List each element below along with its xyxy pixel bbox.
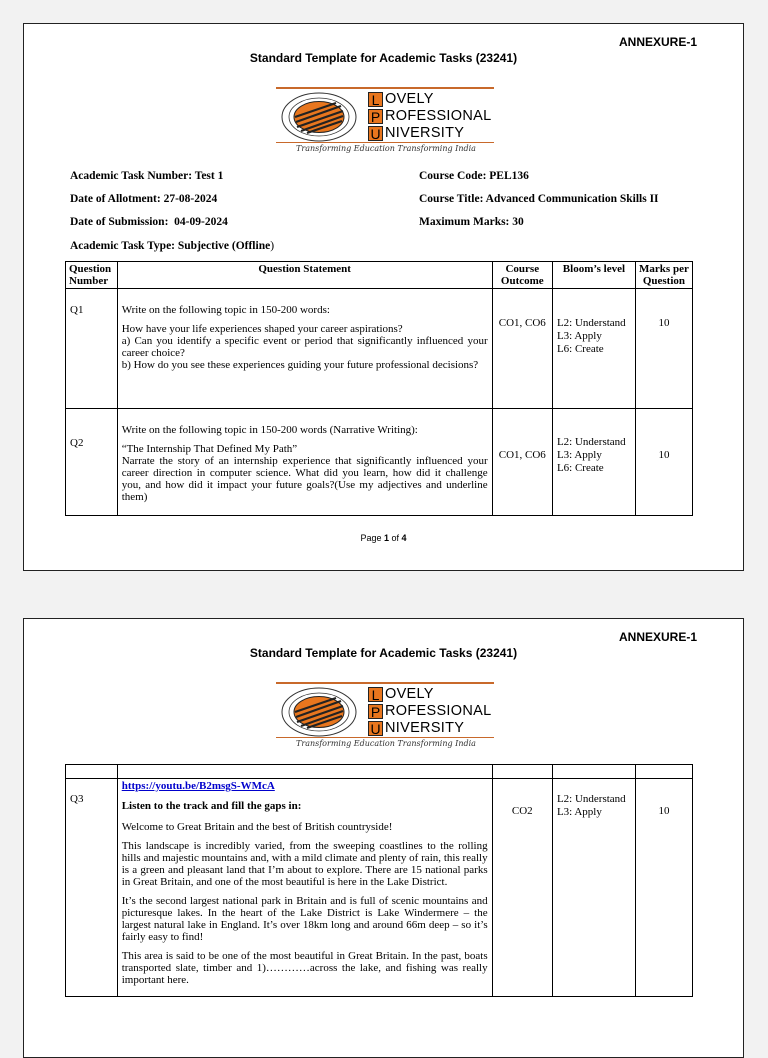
- logo-tagline: Transforming Education Transforming India: [296, 144, 476, 153]
- document-page-1: [23, 23, 744, 571]
- table-header-row: [66, 262, 693, 289]
- question-number: Q1: [66, 289, 118, 409]
- question-table-continued: [65, 764, 693, 997]
- annexure-label: ANNEXURE-1: [618, 35, 697, 49]
- logo-word-niversity: NIVERSITY: [385, 125, 465, 141]
- header-blooms-level: Bloom’s level: [552, 262, 635, 289]
- question-statement: [117, 779, 492, 997]
- annexure-label: ANNEXURE-1: [618, 630, 697, 644]
- page-footer: Page 1 of 4: [360, 533, 407, 543]
- task-number: Academic Task Number: Test 1: [70, 170, 224, 182]
- document-page-2: [23, 618, 744, 1058]
- marks: 10: [635, 409, 692, 516]
- date-of-submission: Date of Submission: 04-09-2024: [70, 216, 228, 228]
- question-number: Q3: [66, 779, 118, 997]
- course-outcome: CO2: [492, 779, 552, 997]
- university-seal-icon: [281, 687, 358, 737]
- table-header-row-blank: [66, 765, 693, 779]
- header-course-outcome: Course Outcome: [492, 262, 552, 289]
- logo-letter-u: U: [368, 721, 383, 736]
- lpu-logo: [276, 84, 496, 160]
- logo-word-ovely: OVELY: [385, 686, 434, 702]
- header-question-statement: Question Statement: [117, 262, 492, 289]
- logo-letter-p: P: [368, 109, 383, 124]
- logo-word-ovely: OVELY: [385, 91, 434, 107]
- logo-word-rofessional: ROFESSIONAL: [385, 108, 492, 124]
- blooms-level: L2: Understand L3: Apply L6: Create: [552, 289, 635, 409]
- instruction: Listen to the track and fill the gaps in:: [121, 800, 302, 812]
- logo-letter-l: L: [368, 687, 383, 702]
- document-title: Standard Template for Academic Tasks (23241): [249, 646, 518, 660]
- course-outcome: CO1, CO6: [492, 409, 552, 516]
- marks: 10: [635, 779, 692, 997]
- header-marks-per-question: Marks per Question: [635, 262, 692, 289]
- logo-tagline: Transforming Education Transforming India: [296, 739, 476, 748]
- logo-letter-l: L: [368, 92, 383, 107]
- document-title: Standard Template for Academic Tasks (23241): [249, 51, 518, 65]
- logo-word-rofessional: ROFESSIONAL: [385, 703, 492, 719]
- table-row: [66, 289, 693, 409]
- logo-letter-p: P: [368, 704, 383, 719]
- question-statement: Write on the following topic in 150-200 words (Narrative Writing): “The Internship That Defined My Path” Narrate the story of an internship experience that significantly influenced your career direction in computer science. What did you learn, how did it challenge you, and how did it impact your future goals?(Use my adjectives and underline them): [117, 409, 492, 516]
- blooms-level: L2: Understand L3: Apply: [552, 779, 635, 997]
- paragraph: It’s the second largest national park in Britain and is full of scenic mountains and picturesque lakes. In the heart of the Lake District is Lake Windermere – the largest natural lake in England. It’s over 18km long and around 66m deep – so it’s fairly easy to find!: [121, 895, 488, 943]
- blooms-level: L2: Understand L3: Apply L6: Create: [552, 409, 635, 516]
- logo-letter-u: U: [368, 126, 383, 141]
- marks: 10: [635, 289, 692, 409]
- paragraph: This area is said to be one of the most beautiful in Great Britain. In the past, boats transported slate, timber and 1)…………across the lake, and fishing was really important here.: [121, 950, 488, 986]
- question-number: Q2: [66, 409, 118, 516]
- table-row: [66, 779, 693, 997]
- course-outcome: CO1, CO6: [492, 289, 552, 409]
- question-table: [65, 261, 693, 516]
- maximum-marks: Maximum Marks: 30: [419, 216, 524, 228]
- course-title: Course Title: Advanced Communication Skills II: [419, 193, 659, 205]
- question-statement: Write on the following topic in 150-200 words: How have your life experiences shaped your career aspirations? a) Can you identify a specific event or period that significantly influenced your career choice? b) How do you see these experiences guiding your future professional decisions?: [117, 289, 492, 409]
- task-type: Academic Task Type: Subjective (Offline): [70, 240, 275, 252]
- lpu-logo: [276, 679, 496, 755]
- date-of-allotment: Date of Allotment: 27-08-2024: [70, 193, 218, 205]
- youtube-link[interactable]: https://youtu.be/B2msgS-WMcA: [121, 780, 275, 792]
- table-row: [66, 409, 693, 516]
- university-seal-icon: [281, 92, 358, 142]
- course-code: Course Code: PEL136: [419, 170, 529, 182]
- paragraph: This landscape is incredibly varied, from the sweeping coastlines to the rolling hills and majestic mountains and, with a mild climate and plenty of rain, this really is a green and pleasant land that I’m about to explore. There are 15 national parks in Great Britain, and one of the most beautiful is here in the Lake District.: [121, 840, 488, 888]
- header-question-number: Question Number: [66, 262, 118, 289]
- logo-word-niversity: NIVERSITY: [385, 720, 465, 736]
- paragraph: Welcome to Great Britain and the best of British countryside!: [121, 821, 393, 833]
